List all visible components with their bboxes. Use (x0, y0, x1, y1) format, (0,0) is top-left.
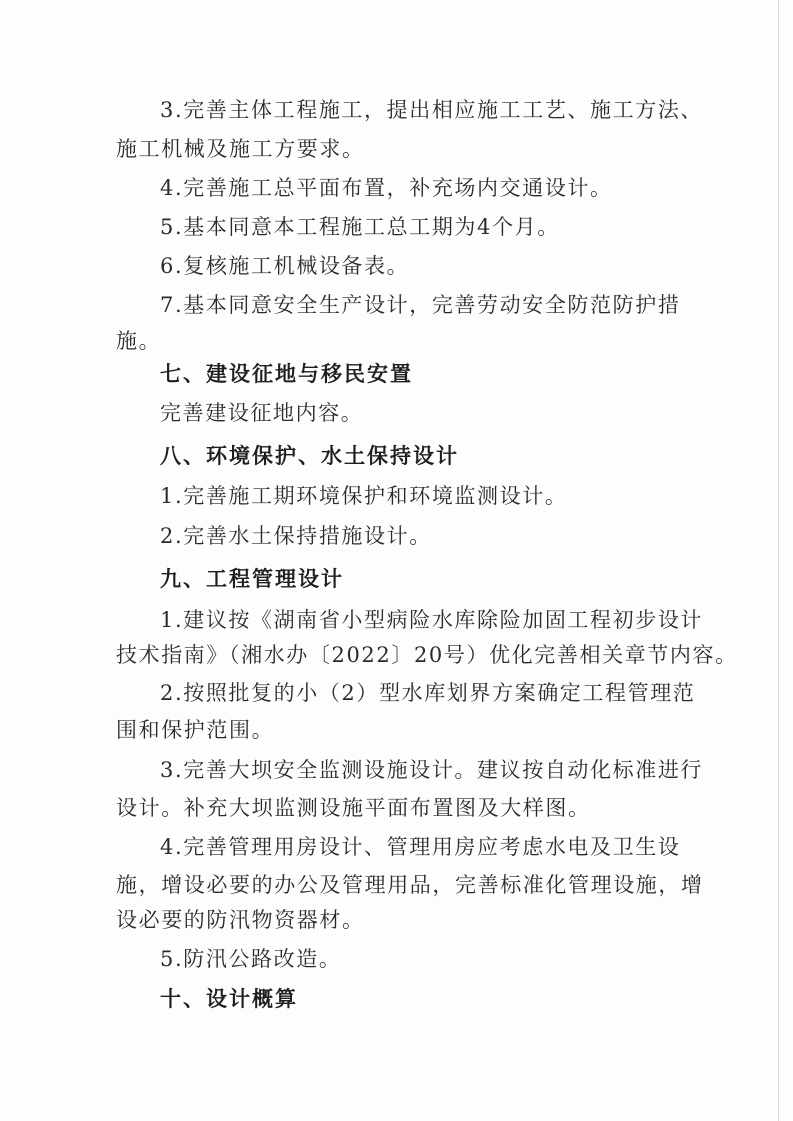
paragraph-line: 施，增设必要的办公及管理用品，完善标准化管理设施，增 (116, 873, 704, 897)
scan-edge-line (778, 0, 779, 1121)
paragraph-line: 1.建议按《湖南省小型病险水库除险加固工程初步设计 (160, 608, 704, 632)
paragraph-line: 1.完善施工期环境保护和环境监测设计。 (160, 484, 568, 508)
paragraph-line: 4.完善施工总平面布置，补充场内交通设计。 (160, 176, 613, 200)
paragraph-line: 技术指南》（湘水办〔2022〕20号）优化完善相关章节内容。 (116, 643, 738, 667)
section-heading-10: 十、设计概算 (160, 987, 298, 1011)
paragraph-line: 7.基本同意安全生产设计，完善劳动安全防范防护措 (160, 293, 681, 317)
paragraph-line: 5.基本同意本工程施工总工期为4个月。 (160, 215, 560, 239)
section-heading-7: 七、建设征地与移民安置 (160, 362, 413, 386)
paragraph-line: 6.复核施工机械设备表。 (160, 254, 410, 278)
paragraph-line: 设必要的防汛物资器材。 (116, 908, 365, 932)
paragraph-line: 3.完善主体工程施工，提出相应施工工艺、施工方法、 (160, 98, 704, 122)
section-heading-8: 八、环境保护、水土保持设计 (160, 444, 459, 468)
paragraph-line: 5.防汛公路改造。 (160, 947, 342, 971)
section-heading-9: 九、工程管理设计 (160, 567, 344, 591)
paragraph-line: 3.完善大坝安全监测设施设计。建议按自动化标准进行 (160, 758, 704, 782)
paragraph-line: 完善建设征地内容。 (160, 401, 364, 425)
paragraph-line: 施。 (116, 329, 162, 353)
paragraph-line: 2.完善水土保持措施设计。 (160, 524, 432, 548)
paragraph-line: 设计。补充大坝监测设施平面布置图及大样图。 (116, 796, 591, 820)
paragraph-line: 2.按照批复的小（2）型水库划界方案确定工程管理范 (160, 681, 696, 705)
paragraph-line: 施工机械及施工方要求。 (116, 137, 365, 161)
paragraph-line: 4.完善管理用房设计、管理用房应考虑水电及卫生设 (160, 835, 681, 859)
paragraph-line: 围和保护范围。 (116, 718, 275, 742)
